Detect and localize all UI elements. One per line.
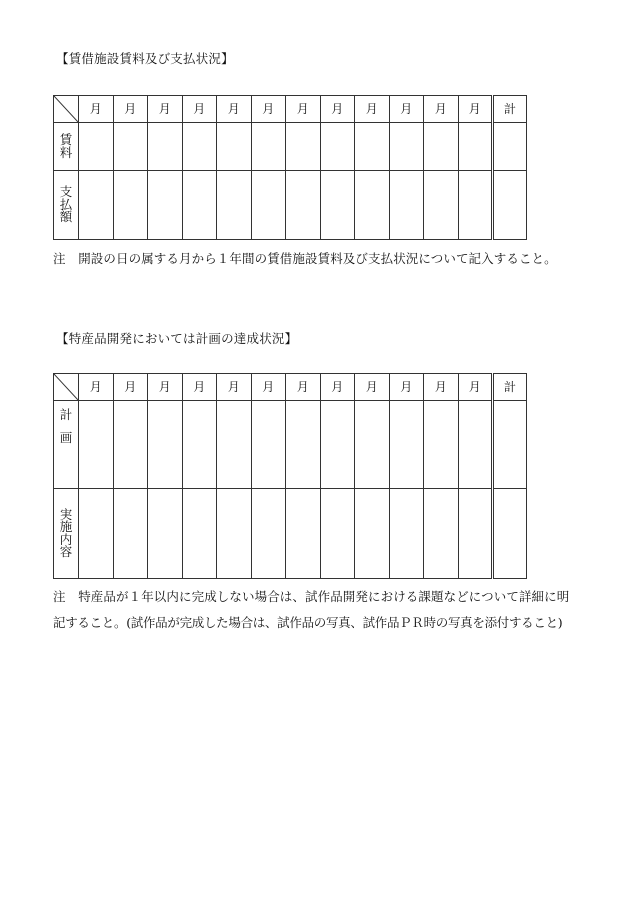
data-cell[interactable]	[217, 171, 252, 240]
data-cell[interactable]	[355, 489, 390, 579]
month-header: 月	[355, 374, 390, 401]
data-cell[interactable]	[458, 171, 493, 240]
data-cell[interactable]	[251, 171, 286, 240]
data-cell[interactable]	[182, 401, 217, 489]
data-cell[interactable]	[320, 489, 355, 579]
data-cell[interactable]	[389, 171, 424, 240]
data-cell[interactable]	[182, 171, 217, 240]
row-label-implementation	[54, 489, 79, 579]
data-cell[interactable]	[320, 171, 355, 240]
data-cell[interactable]	[251, 401, 286, 489]
total-cell[interactable]	[493, 401, 527, 489]
data-cell[interactable]	[458, 401, 493, 489]
data-cell[interactable]	[217, 489, 252, 579]
data-cell[interactable]	[217, 123, 252, 171]
section2-note-line1: 注 特産品が１年以内に完成しない場合は、試作品開発における課題などについて詳細に明	[53, 589, 570, 604]
corner-cell	[54, 374, 79, 401]
row-label-char: 画	[59, 429, 73, 445]
data-cell[interactable]	[148, 489, 183, 579]
data-cell[interactable]	[113, 489, 148, 579]
data-cell[interactable]	[79, 171, 114, 240]
month-header: 月	[251, 374, 286, 401]
month-header: 月	[182, 96, 217, 123]
data-cell[interactable]	[355, 171, 390, 240]
data-cell[interactable]	[113, 401, 148, 489]
total-cell[interactable]	[493, 171, 527, 240]
data-cell[interactable]	[79, 489, 114, 579]
section1-heading: 【賃借施設賃料及び支払状況】	[56, 51, 234, 66]
row-label-char: 額	[59, 209, 73, 225]
data-cell[interactable]	[79, 123, 114, 171]
data-cell[interactable]	[424, 171, 459, 240]
data-cell[interactable]	[424, 489, 459, 579]
rent-payment-table	[53, 95, 527, 240]
month-header: 月	[148, 96, 183, 123]
month-header: 月	[320, 96, 355, 123]
month-header: 月	[424, 374, 459, 401]
month-header: 月	[320, 374, 355, 401]
month-header: 月	[217, 96, 252, 123]
month-header: 月	[251, 96, 286, 123]
month-header: 月	[389, 96, 424, 123]
total-header: 計	[493, 374, 527, 401]
data-cell[interactable]	[251, 123, 286, 171]
data-cell[interactable]	[458, 123, 493, 171]
data-cell[interactable]	[389, 123, 424, 171]
month-header: 月	[217, 374, 252, 401]
section2-note-line2: 記すること。(試作品が完成した場合は、試作品の写真、試作品ＰＲ時の写真を添付すること)	[53, 615, 563, 630]
month-header: 月	[113, 96, 148, 123]
data-cell[interactable]	[389, 489, 424, 579]
total-cell[interactable]	[493, 489, 527, 579]
row-label-payment	[54, 171, 79, 240]
row-label-char: 払	[59, 196, 73, 212]
data-cell[interactable]	[148, 171, 183, 240]
data-cell[interactable]	[148, 401, 183, 489]
row-label-char: 施	[59, 519, 73, 534]
corner-cell	[54, 96, 79, 123]
row-label-char: 料	[59, 144, 73, 160]
row-label-plan	[54, 401, 79, 489]
data-cell[interactable]	[424, 401, 459, 489]
month-header: 月	[389, 374, 424, 401]
data-cell[interactable]	[79, 401, 114, 489]
total-header: 計	[493, 96, 527, 123]
data-cell[interactable]	[251, 489, 286, 579]
month-header: 月	[458, 96, 493, 123]
row-label-char: 実	[59, 506, 73, 522]
data-cell[interactable]	[286, 171, 321, 240]
data-cell[interactable]	[148, 123, 183, 171]
data-cell[interactable]	[182, 489, 217, 579]
data-cell[interactable]	[286, 489, 321, 579]
row-label-char: 支	[59, 184, 73, 200]
month-header: 月	[286, 374, 321, 401]
month-header: 月	[79, 96, 114, 123]
data-cell[interactable]	[355, 401, 390, 489]
month-header: 月	[148, 374, 183, 401]
data-cell[interactable]	[286, 123, 321, 171]
month-header: 月	[424, 96, 459, 123]
data-cell[interactable]	[320, 401, 355, 489]
row-label-rent	[54, 123, 79, 171]
data-cell[interactable]	[458, 489, 493, 579]
data-cell[interactable]	[389, 401, 424, 489]
row-label-char: 計	[59, 407, 73, 422]
data-cell[interactable]	[182, 123, 217, 171]
month-header: 月	[286, 96, 321, 123]
month-header: 月	[355, 96, 390, 123]
data-cell[interactable]	[424, 123, 459, 171]
row-label-char: 内	[59, 531, 73, 547]
month-header: 月	[113, 374, 148, 401]
data-cell[interactable]	[320, 123, 355, 171]
row-label-char: 容	[59, 544, 73, 559]
data-cell[interactable]	[355, 123, 390, 171]
month-header: 月	[182, 374, 217, 401]
data-cell[interactable]	[217, 401, 252, 489]
month-header: 月	[79, 374, 114, 401]
section2-heading: 【特産品開発においては計画の達成状況】	[56, 331, 298, 346]
row-label-char: 賃	[59, 132, 73, 147]
data-cell[interactable]	[113, 171, 148, 240]
section1-note: 注 開設の日の属する月から１年間の賃借施設賃料及び支払状況について記入すること。	[53, 251, 557, 266]
plan-achievement-table	[53, 373, 527, 579]
total-cell[interactable]	[493, 123, 527, 171]
data-cell[interactable]	[113, 123, 148, 171]
data-cell[interactable]	[286, 401, 321, 489]
month-header: 月	[458, 374, 493, 401]
